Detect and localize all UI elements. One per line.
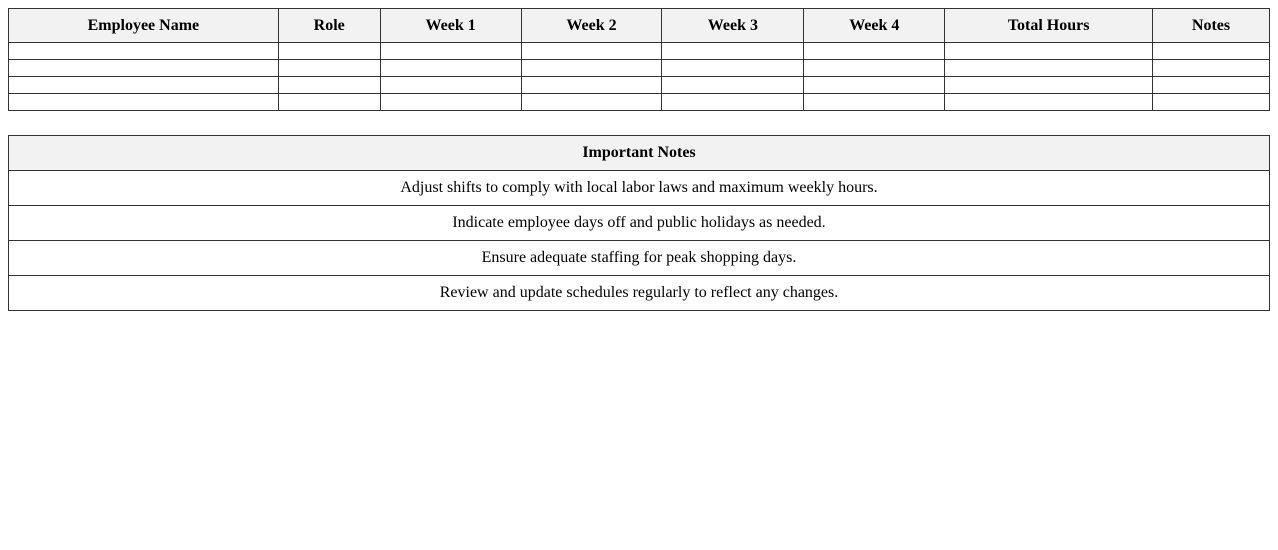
- schedule-table: [8, 8, 1270, 111]
- note-row: [9, 276, 1270, 311]
- notes-title: Important Notes: [9, 136, 1270, 171]
- cell-total-hours[interactable]: [945, 60, 1153, 77]
- table-row: [9, 60, 1270, 77]
- table-row: [9, 94, 1270, 111]
- important-notes-table: [8, 135, 1270, 311]
- cell-role[interactable]: [278, 43, 380, 60]
- notes-header-row: [9, 136, 1270, 171]
- note-item: Ensure adequate staffing for peak shopping days.: [9, 241, 1270, 276]
- note-row: [9, 171, 1270, 206]
- column-header-role: Role: [278, 9, 380, 43]
- column-header-notes: Notes: [1153, 9, 1270, 43]
- cell-notes[interactable]: [1153, 77, 1270, 94]
- cell-week-2[interactable]: [521, 43, 662, 60]
- cell-role[interactable]: [278, 94, 380, 111]
- cell-week-3[interactable]: [662, 43, 804, 60]
- cell-week-3[interactable]: [662, 77, 804, 94]
- column-header-week-4: Week 4: [804, 9, 945, 43]
- column-header-week-2: Week 2: [521, 9, 662, 43]
- cell-role[interactable]: [278, 77, 380, 94]
- column-header-total-hours: Total Hours: [945, 9, 1153, 43]
- cell-week-4[interactable]: [804, 77, 945, 94]
- note-item: Adjust shifts to comply with local labor laws and maximum weekly hours.: [9, 171, 1270, 206]
- cell-employee-name[interactable]: [9, 60, 279, 77]
- cell-week-4[interactable]: [804, 94, 945, 111]
- cell-notes[interactable]: [1153, 60, 1270, 77]
- cell-week-3[interactable]: [662, 60, 804, 77]
- cell-week-1[interactable]: [380, 94, 521, 111]
- note-item: Review and update schedules regularly to reflect any changes.: [9, 276, 1270, 311]
- cell-notes[interactable]: [1153, 94, 1270, 111]
- table-row: [9, 43, 1270, 60]
- note-row: [9, 241, 1270, 276]
- cell-week-4[interactable]: [804, 60, 945, 77]
- cell-week-1[interactable]: [380, 43, 521, 60]
- cell-role[interactable]: [278, 60, 380, 77]
- schedule-header-row: [9, 9, 1270, 43]
- column-header-employee-name: Employee Name: [9, 9, 279, 43]
- column-header-week-1: Week 1: [380, 9, 521, 43]
- cell-employee-name[interactable]: [9, 94, 279, 111]
- cell-employee-name[interactable]: [9, 77, 279, 94]
- column-header-week-3: Week 3: [662, 9, 804, 43]
- note-row: [9, 206, 1270, 241]
- cell-week-4[interactable]: [804, 43, 945, 60]
- cell-total-hours[interactable]: [945, 94, 1153, 111]
- cell-total-hours[interactable]: [945, 77, 1153, 94]
- cell-notes[interactable]: [1153, 43, 1270, 60]
- cell-week-2[interactable]: [521, 94, 662, 111]
- cell-total-hours[interactable]: [945, 43, 1153, 60]
- cell-week-2[interactable]: [521, 60, 662, 77]
- cell-employee-name[interactable]: [9, 43, 279, 60]
- cell-week-2[interactable]: [521, 77, 662, 94]
- cell-week-3[interactable]: [662, 94, 804, 111]
- cell-week-1[interactable]: [380, 77, 521, 94]
- table-row: [9, 77, 1270, 94]
- cell-week-1[interactable]: [380, 60, 521, 77]
- note-item: Indicate employee days off and public holidays as needed.: [9, 206, 1270, 241]
